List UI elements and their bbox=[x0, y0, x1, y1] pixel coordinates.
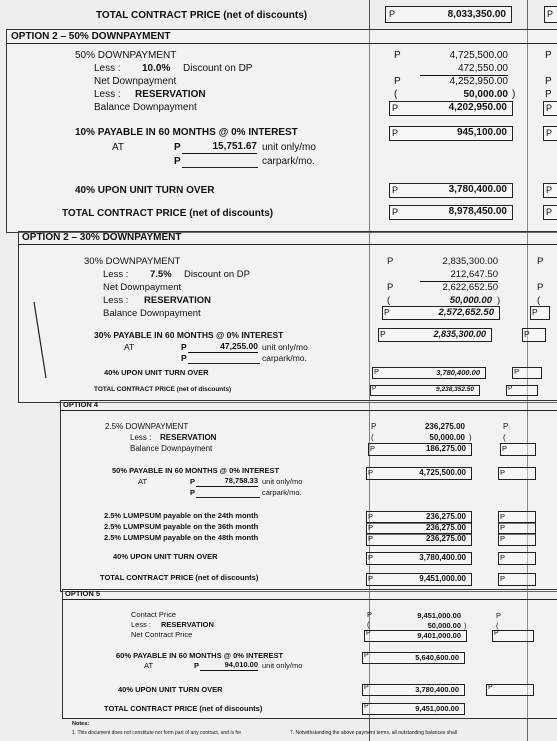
peso-sign: P bbox=[374, 367, 380, 376]
reservation-label: RESERVATION bbox=[161, 620, 214, 629]
option2-50-header: OPTION 2 – 50% DOWNPAYMENT bbox=[11, 31, 171, 42]
note-7: 7. Notwithstanding the above payment terms, all outstanding balances shall bbox=[290, 730, 458, 736]
less-label: Less : bbox=[130, 433, 152, 442]
peso-sign: P bbox=[190, 488, 196, 497]
reservation-value: 50,000.00 bbox=[463, 89, 508, 100]
turnover-label: 40% UPON UNIT TURN OVER bbox=[118, 685, 223, 694]
contract-price-label: Contact Price bbox=[131, 610, 177, 619]
peso-sign: P bbox=[387, 256, 394, 267]
lumpsum-48: 2.5% LUMPSUM payable on the 48th month bbox=[104, 533, 259, 542]
peso-sign: P bbox=[392, 207, 399, 217]
peso-sign: P bbox=[508, 385, 513, 392]
pen-mark bbox=[30, 300, 50, 380]
peso-sign: P bbox=[546, 185, 553, 195]
payable-label: 10% PAYABLE IN 60 MONTHS @ 0% INTEREST bbox=[75, 127, 298, 138]
turnover-label: 40% UPON UNIT TURN OVER bbox=[104, 368, 209, 377]
option5-header: OPTION 5 bbox=[65, 589, 101, 598]
peso-sign: P bbox=[546, 207, 553, 217]
peso-sign: P bbox=[524, 329, 530, 339]
peso-sign: P bbox=[372, 385, 377, 392]
less-label: Less : bbox=[103, 269, 129, 280]
peso-sign: P bbox=[532, 307, 538, 317]
net-contract-price-value: 9,401,000.00 bbox=[417, 631, 461, 640]
peso-sign: P bbox=[368, 574, 374, 583]
less-label: Less : bbox=[94, 63, 121, 74]
discount-pct: 10.0% bbox=[142, 63, 171, 74]
dp-label: 50% DOWNPAYMENT bbox=[75, 50, 177, 61]
peso-sign: P bbox=[190, 477, 196, 486]
open-paren: ( bbox=[387, 295, 391, 306]
peso-sign: P bbox=[500, 523, 506, 532]
peso-sign: P bbox=[364, 684, 369, 691]
balance-dp-value: 2,572,652.50 bbox=[438, 307, 494, 318]
less-label: Less : bbox=[94, 89, 121, 100]
peso-sign: P bbox=[545, 50, 552, 61]
peso-sign: P bbox=[368, 512, 374, 521]
dp-value: 2,835,300.00 bbox=[442, 256, 498, 267]
payable-label: 50% PAYABLE IN 60 MONTHS @ 0% INTEREST bbox=[112, 466, 280, 475]
open-paren: ( bbox=[537, 295, 541, 306]
reservation-label: RESERVATION bbox=[160, 433, 217, 442]
notes-title: Notes: bbox=[72, 721, 90, 727]
dp-label: 30% DOWNPAYMENT bbox=[84, 256, 181, 267]
peso-sign: P bbox=[494, 630, 499, 637]
peso-sign: P bbox=[364, 703, 369, 710]
lumpsum-value: 236,275.00 bbox=[425, 512, 466, 521]
peso-sign: P bbox=[392, 103, 399, 113]
tcp-label: TOTAL CONTRACT PRICE (net of discounts) bbox=[94, 386, 232, 393]
at-label: AT bbox=[124, 342, 135, 352]
lumpsum-value: 236,275.00 bbox=[425, 534, 466, 543]
peso-sign: P bbox=[392, 185, 399, 195]
close-paren: ) bbox=[469, 433, 472, 442]
open-paren: ( bbox=[367, 620, 370, 629]
peso-sign: P bbox=[500, 574, 506, 583]
unit-only-label: unit only/mo bbox=[262, 477, 303, 486]
peso-sign: P bbox=[547, 9, 554, 19]
divider bbox=[62, 599, 557, 600]
peso-sign: P bbox=[500, 553, 506, 562]
at-label: AT bbox=[138, 477, 148, 486]
payable-label: 30% PAYABLE IN 60 MONTHS @ 0% INTEREST bbox=[94, 330, 284, 340]
peso-sign: P bbox=[368, 523, 374, 532]
carpark-label: carpark/mo. bbox=[262, 353, 307, 363]
peso-sign: P bbox=[194, 661, 200, 670]
open-paren: ( bbox=[371, 433, 374, 442]
peso-sign: P bbox=[392, 128, 399, 138]
tcp-value: 8,033,350.00 bbox=[447, 9, 506, 20]
monthly-amount: 94,010.00 bbox=[200, 661, 258, 671]
discount-value: 472,550.00 bbox=[420, 64, 508, 76]
peso-sign: P bbox=[181, 353, 187, 363]
peso-sign: P bbox=[500, 534, 506, 543]
discount-label: Discount on DP bbox=[184, 269, 251, 280]
reservation-label: RESERVATION bbox=[144, 295, 212, 306]
close-paren: ) bbox=[512, 89, 516, 100]
less-label: Less : bbox=[131, 620, 152, 629]
peso-sign: P bbox=[488, 684, 493, 691]
peso-sign: P bbox=[368, 468, 374, 477]
net-dp-value: 4,252,950.00 bbox=[449, 76, 508, 87]
net-dp-label: Net Downpayment bbox=[103, 282, 182, 293]
peso-sign: P bbox=[514, 367, 520, 376]
blank-line bbox=[188, 363, 260, 364]
payable-value: 4,725,500.00 bbox=[419, 468, 466, 477]
turnover-label: 40% UPON UNIT TURN OVER bbox=[113, 552, 218, 561]
payable-label: 60% PAYABLE IN 60 MONTHS @ 0% INTEREST bbox=[116, 651, 284, 660]
less-label: Less : bbox=[103, 295, 129, 306]
turnover-label: 40% UPON UNIT TURN OVER bbox=[75, 185, 215, 196]
unit-only-label: unit only/mo bbox=[262, 661, 303, 670]
monthly-amount: 47,255.00 bbox=[188, 342, 258, 353]
peso-sign: P bbox=[364, 652, 369, 659]
payable-value: 5,640,600.00 bbox=[415, 653, 459, 662]
reservation-value: 50,000.00 bbox=[427, 621, 461, 630]
divider bbox=[18, 244, 557, 245]
option4-header: OPTION 4 bbox=[63, 400, 99, 409]
peso-sign: P bbox=[545, 76, 552, 87]
payable-value: 945,100.00 bbox=[456, 127, 507, 138]
at-label: AT bbox=[112, 142, 125, 153]
reservation-value: 50,000.00 bbox=[449, 295, 492, 306]
peso-sign: P bbox=[500, 468, 506, 477]
unit-only-label: unit only/mo bbox=[262, 142, 316, 153]
divider bbox=[60, 410, 557, 411]
lumpsum-value: 236,275.00 bbox=[425, 523, 466, 532]
tcp-value: 9,451,000.00 bbox=[419, 574, 466, 583]
turnover-value: 3,780,400.00 bbox=[436, 368, 480, 377]
balance-dp-value: 4,202,950.00 bbox=[448, 102, 507, 113]
peso-sign: P bbox=[537, 256, 544, 267]
peso-sign: P bbox=[545, 89, 552, 100]
reservation-label: RESERVATION bbox=[135, 89, 206, 100]
divider bbox=[6, 43, 557, 44]
discount-value: 212,647.50 bbox=[420, 270, 498, 282]
blank-line bbox=[196, 497, 260, 498]
edge-box bbox=[486, 684, 534, 696]
lumpsum-24: 2.5% LUMPSUM payable on the 24th month bbox=[104, 511, 259, 520]
lumpsum-36: 2.5% LUMPSUM payable on the 36th month bbox=[104, 522, 259, 531]
dp-value: 236,275.00 bbox=[424, 422, 465, 431]
peso-sign: P bbox=[537, 282, 544, 293]
option2-30-header: OPTION 2 – 30% DOWNPAYMENT bbox=[22, 232, 182, 243]
tcp-label: TOTAL CONTRACT PRICE (net of discounts) bbox=[104, 704, 263, 713]
tcp-label: TOTAL CONTRACT PRICE (net of discounts) bbox=[100, 573, 259, 582]
peso-sign: P bbox=[387, 282, 394, 293]
note-1: 1. This document does not constitute nor form part of any contract, and is for bbox=[72, 730, 242, 736]
reservation-value: 50,000.00 bbox=[429, 433, 465, 442]
close-paren: ) bbox=[464, 621, 467, 630]
peso-sign: P bbox=[366, 630, 371, 637]
blank-line bbox=[182, 167, 258, 168]
open-paren: ( bbox=[496, 621, 499, 630]
peso-sign: P bbox=[394, 50, 401, 61]
net-contract-price-label: Net Contract Price bbox=[131, 630, 193, 639]
balance-dp-label: Balance Downpayment bbox=[103, 308, 201, 319]
tcp-value: 9,451,000.00 bbox=[415, 704, 459, 713]
at-label: AT bbox=[144, 661, 154, 670]
peso-sign: P bbox=[496, 611, 502, 620]
monthly-amount: 78,758.33 bbox=[196, 477, 258, 487]
peso-sign: P bbox=[368, 553, 374, 562]
peso-sign: P bbox=[174, 142, 181, 153]
peso-sign: P bbox=[371, 422, 377, 431]
turnover-value: 3,780,400.00 bbox=[448, 184, 507, 195]
discount-pct: 7.5% bbox=[150, 269, 172, 280]
net-dp-value: 2,622,652.50 bbox=[442, 282, 498, 293]
tcp-value: 8,978,450.00 bbox=[448, 206, 507, 217]
balance-dp-label: Balance Downpayment bbox=[94, 102, 197, 113]
peso-sign: P bbox=[389, 9, 396, 19]
payable-value: 2,835,300.00 bbox=[433, 329, 486, 339]
carpark-label: carpark/mo. bbox=[262, 156, 315, 167]
monthly-amount: 15,751.67 bbox=[182, 142, 257, 154]
close-paren: ) bbox=[497, 295, 501, 306]
dp-label: 2.5% DOWNPAYMENT bbox=[105, 422, 189, 431]
dp-value: 4,725,500.00 bbox=[449, 50, 508, 61]
peso-sign: P bbox=[500, 512, 506, 521]
balance-dp-label: Balance Downpayment bbox=[130, 444, 213, 453]
turnover-value: 3,780,400.00 bbox=[419, 553, 466, 562]
carpark-label: carpark/mo. bbox=[262, 488, 302, 497]
peso-sign: P bbox=[546, 103, 553, 113]
turnover-value: 3,780,400.00 bbox=[415, 685, 459, 694]
peso-sign: P bbox=[367, 610, 373, 619]
open-paren: ( bbox=[503, 433, 506, 442]
peso-sign: P bbox=[503, 422, 509, 431]
net-dp-label: Net Downpayment bbox=[94, 76, 177, 87]
peso-sign: P bbox=[384, 307, 390, 317]
peso-sign: P bbox=[368, 534, 374, 543]
peso-sign: P bbox=[380, 329, 386, 339]
tcp-value: 9,238,352.50 bbox=[436, 386, 474, 393]
tcp-label: TOTAL CONTRACT PRICE (net of discounts) bbox=[62, 208, 274, 219]
open-paren: ( bbox=[394, 89, 398, 100]
peso-sign: P bbox=[502, 444, 508, 453]
balance-dp-value: 186,275.00 bbox=[425, 444, 466, 453]
tcp-label: TOTAL CONTRACT PRICE (net of discounts) bbox=[96, 10, 308, 21]
peso-sign: P bbox=[370, 444, 376, 453]
unit-only-label: unit only/mo bbox=[262, 342, 308, 352]
peso-sign: P bbox=[181, 342, 187, 352]
peso-sign: P bbox=[546, 128, 553, 138]
discount-label: Discount on DP bbox=[183, 63, 253, 74]
peso-sign: P bbox=[394, 76, 401, 87]
peso-sign: P bbox=[174, 156, 181, 167]
contract-price-value: 9,451,000.00 bbox=[417, 611, 461, 620]
